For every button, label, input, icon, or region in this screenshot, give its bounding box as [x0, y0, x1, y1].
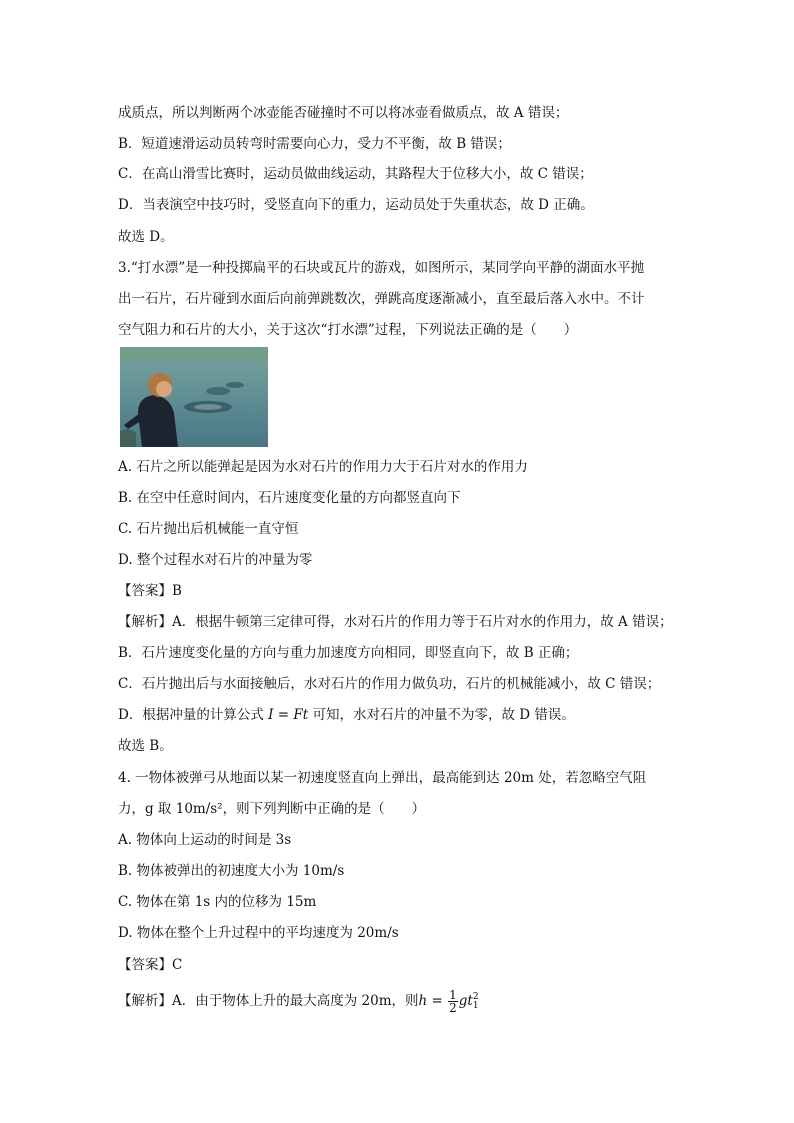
superscript: 2	[472, 991, 479, 1002]
question-3-stem: 空气阻力和石片的大小，关于这次“打水漂”过程，下列说法正确的是（ ）	[118, 322, 578, 338]
analysis-line: B．石片速度变化量的方向与重力加速度方向相同，即竖直向下，故 B 正确；	[118, 645, 579, 661]
answer-label: 【答案】B	[118, 583, 182, 599]
analysis-text: 可知，水对石片的冲量不为零，故 D 错误。	[312, 707, 575, 723]
analysis-text: 【解析】A．由于物体上升的最大高度为 20m，则	[118, 993, 419, 1009]
sup-sub	[473, 993, 479, 1011]
stone-skipping-photo	[120, 347, 268, 447]
text-line: C．在高山滑雪比赛时，运动员做曲线运动，其路程大于位移大小，故 C 错误；	[118, 166, 593, 182]
impulse-formula: I = Ft	[268, 707, 309, 723]
fraction-denominator: 2	[449, 1001, 457, 1015]
fraction	[448, 989, 458, 1014]
answer-label: 【答案】C	[118, 957, 183, 973]
analysis-line: 【解析】A．根据牛顿第三定律可得，水对石片的作用力等于石片对水的作用力，故 A 错误；	[118, 614, 673, 630]
analysis-text: D．根据冲量的计算公式	[118, 707, 264, 723]
option-d: D. 物体在整个上升过程中的平均速度为 20m/s	[118, 925, 399, 941]
text-line: D．当表演空中技巧时，受竖直向下的重力，运动员处于失重状态，故 D 正确。	[118, 197, 594, 213]
text-line: 成质点，所以判断两个冰壶能否碰撞时不可以将冰壶看做质点，故 A 错误；	[118, 105, 569, 121]
option-b: B. 物体被弹出的初速度大小为 10m/s	[118, 863, 345, 879]
analysis-line: C．石片抛出后与水面接触后，水对石片的作用力做负功，石片的机械能减小，故 C 错误；	[118, 676, 661, 692]
option-d: D. 整个过程水对石片的冲量为零	[118, 552, 313, 568]
question-3-stem: 出一石片，石片碰到水面后向前弹跳数次，弹跳高度逐渐减小，直至最后落入水中。不计	[118, 291, 645, 307]
height-symbol: h =	[418, 993, 443, 1009]
analysis-line-formula	[118, 705, 694, 725]
text-line: B．短道速滑运动员转弯时需要向心力，受力不平衡，故 B 错误；	[118, 136, 511, 152]
subscript: 1	[472, 1000, 479, 1011]
option-b: B. 在空中任意时间内，石片速度变化量的方向都竖直向下	[118, 490, 461, 506]
text-line: 故选 B。	[118, 738, 173, 754]
text-line: 故选 D。	[118, 229, 174, 245]
formula-tail: gt	[458, 993, 473, 1009]
option-a: A. 石片之所以能弹起是因为水对石片的作用力大于石片对水的作用力	[118, 459, 528, 475]
option-a: A. 物体向上运动的时间是 3s	[118, 832, 292, 848]
option-c: C. 石片抛出后机械能一直守恒	[118, 521, 299, 537]
option-c: C. 物体在第 1s 内的位移为 15m	[118, 894, 317, 910]
fraction-numerator: 1	[449, 988, 457, 1002]
question-4-stem: 力，g 取 10m/s²，则下列判断中正确的是（ ）	[118, 801, 426, 817]
question-3-stem: 3.“打水漂”是一种投掷扁平的石块或瓦片的游戏，如图所示，某同学向平静的湖面水平抛	[118, 260, 645, 276]
analysis-line-formula	[118, 988, 694, 1014]
question-4-stem: 4. 一物体被弹弓从地面以某一初速度竖直向上弹出，最高能到达 20m 处，若忽略空气阻	[118, 770, 647, 786]
